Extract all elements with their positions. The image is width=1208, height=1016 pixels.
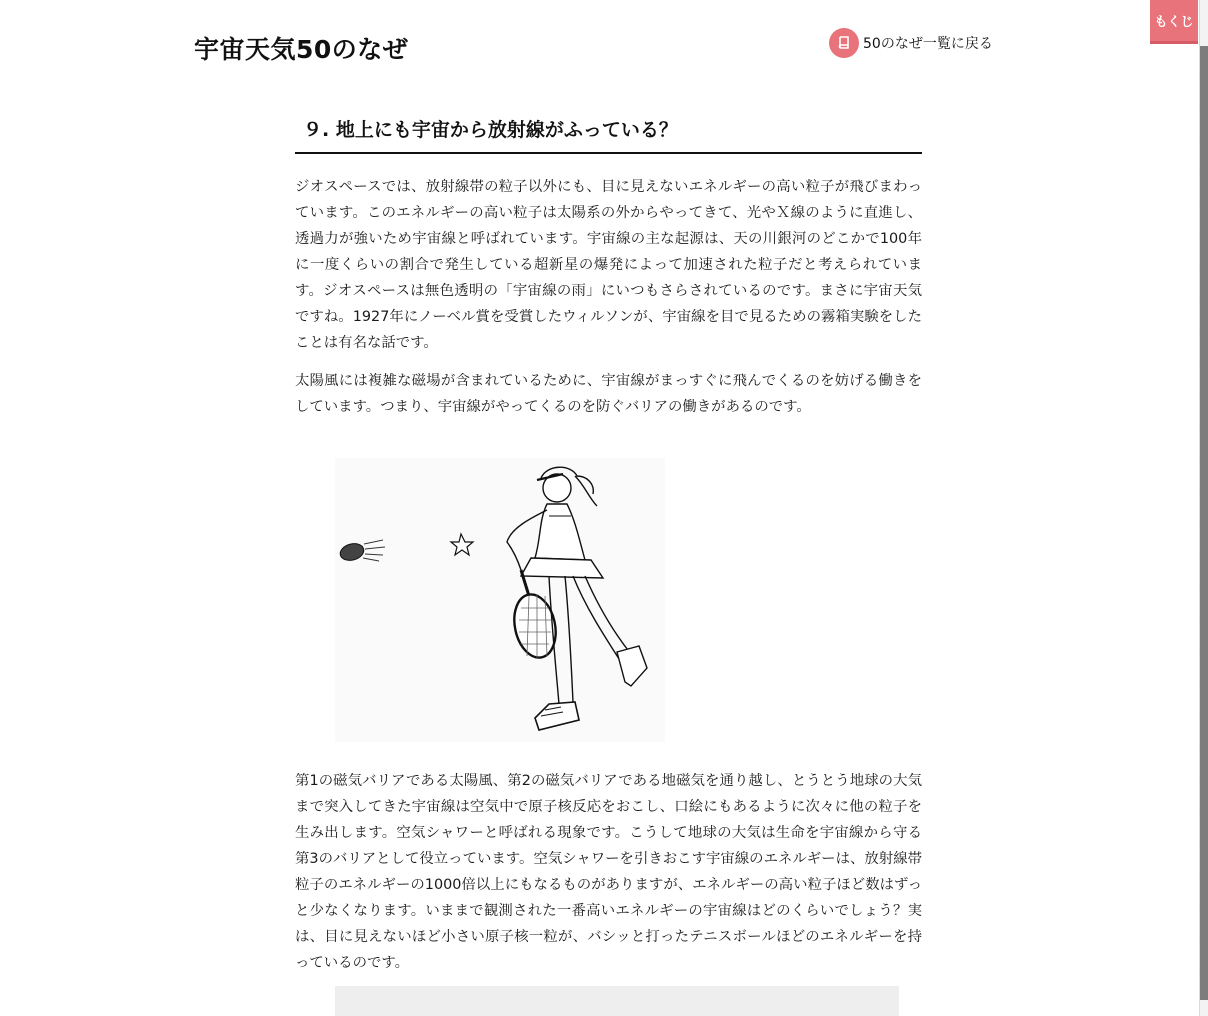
scrollbar-thumb[interactable] <box>1200 46 1208 1000</box>
article <box>295 116 922 971</box>
toc-button[interactable]: もくじ <box>1150 0 1198 44</box>
article-paragraph-2: 太陽風には複雑な磁場が含まれているために、宇宙線がまっすぐに飛んでくるのを妨げる働きをしています。つまり、宇宙線がやってくるのを防ぐバリアの働きがあるのです。 <box>295 373 922 415</box>
content-box <box>335 986 899 1016</box>
book-icon <box>829 28 859 58</box>
tennis-player-illustration-icon <box>335 458 665 742</box>
article-heading: ９. 地上にも宇宙から放射線がふっている？ <box>295 116 922 154</box>
back-to-list-link[interactable] <box>829 28 993 58</box>
article-paragraph-3: 第1の磁気バリアである太陽風、第2の磁気バリアである地磁気を通り越し、とうとう地球の大気まで突入してきた宇宙線は空気中で原子核反応をおこし、口絵にもあるように次々に他の粒子を生み出します。空気シャワーと呼ばれる現象です。こうして地球の大気は生命を宇宙線から守る第3のバリアとして役立っています。空気シャワーを引きおこす宇宙線のエネルギーは、放射線帯粒子のエネルギーの1000倍以上にもなるものがありますが、エネルギーの高い粒子ほど数はずっと少なくなります。いままで観測された一番高いエネルギーの宇宙線はどのくらいでしょう？実は、目に見えないほど小さい原子核一粒が、バシッと打ったテニスボールほどのエネルギーを持っているのです。 <box>295 773 922 971</box>
article-paragraph-1: ジオスペースでは、放射線帯の粒子以外にも、目に見えないエネルギーの高い粒子が飛びまわっています。このエネルギーの高い粒子は太陽系の外からやってきて、光やＸ線のように直進し、透過力が強いため宇宙線と呼ばれています。宇宙線の主な起源は、天の川銀河のどこかで100年に一度くらいの割合で発生している超新星の爆発によって加速された粒子だと考えられています。ジオスペースは無色透明の「宇宙線の雨」にいつもさらされているのです。まさに宇宙天気ですね。1927年にノーベル賞を受賞したウィルソンが、宇宙線を目で見るための霧箱実験をしたことは有名な話です。 <box>295 179 922 351</box>
site-title[interactable]: 宇宙天気50のなぜ <box>194 35 409 64</box>
back-link-label: 50のなぜ一覧に戻る <box>863 36 993 52</box>
